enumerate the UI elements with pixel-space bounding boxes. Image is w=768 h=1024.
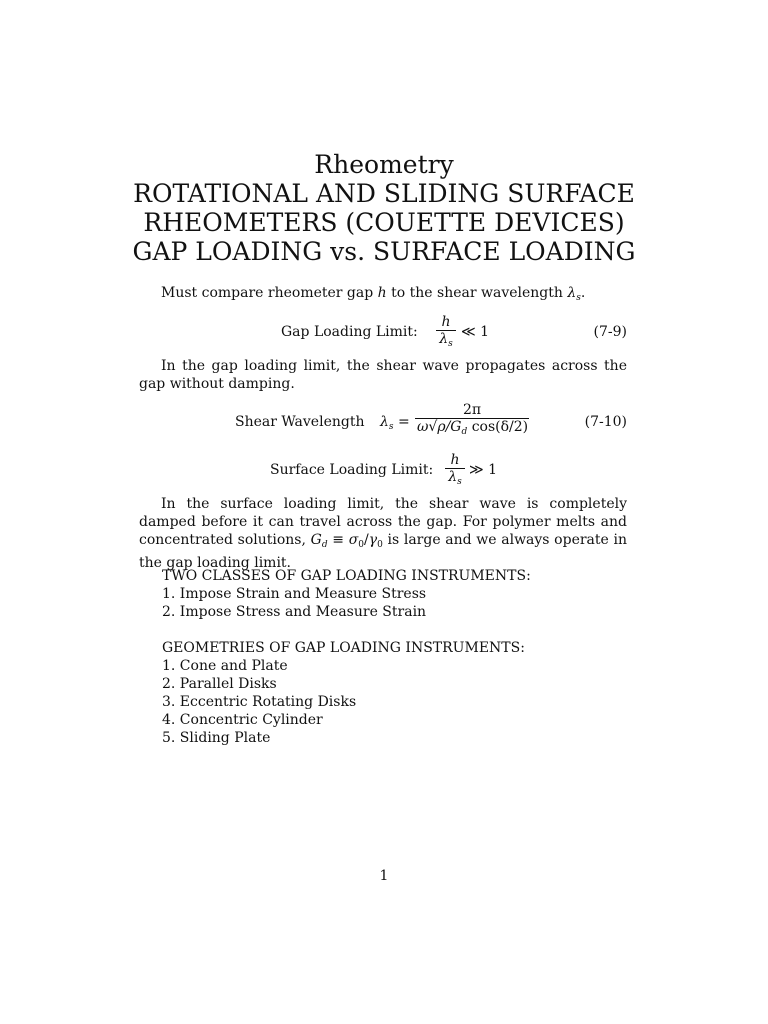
sigma-symbol: σ <box>348 532 359 548</box>
equation-label: Shear Wavelength <box>235 414 365 430</box>
fraction-denominator-subscript: s <box>457 477 462 487</box>
surface-text-2: is large and we always operate in the gap loading limit. <box>139 532 627 571</box>
list-item: 2. Parallel Disks <box>162 676 277 692</box>
lambda-subscript: s <box>576 293 581 303</box>
title-block <box>0 150 768 266</box>
gap-symbol: h <box>377 285 387 301</box>
sigma-subscript: 0 <box>358 540 364 550</box>
equation-relation: ≪ 1 <box>461 324 490 340</box>
equation-surface-loading <box>139 452 627 492</box>
lambda-subscript: s <box>388 422 394 432</box>
classes-heading: TWO CLASSES OF GAP LOADING INSTRUMENTS: <box>162 568 531 584</box>
title-line-4: GAP LOADING vs. SURFACE LOADING <box>132 237 636 266</box>
lambda-symbol: λ <box>380 414 389 430</box>
fraction-denominator-subscript: s <box>448 339 453 349</box>
gap-loading-paragraph: In the gap loading limit, the shear wave propagates across the gap without damping. <box>139 358 627 392</box>
page-number: 1 <box>379 868 389 884</box>
classes-list <box>162 567 531 621</box>
equation-number: (7-9) <box>593 324 627 340</box>
fraction-h-over-lambda <box>436 314 456 349</box>
sqrt-content-subscript: d <box>461 427 468 437</box>
intro-text-3: . <box>580 285 586 301</box>
intro-paragraph <box>139 284 627 307</box>
list-item: 5. Sliding Plate <box>162 730 271 746</box>
equiv-sign: ≡ <box>327 532 349 548</box>
equation-relation: ≫ 1 <box>469 462 498 478</box>
fraction-h-over-lambda <box>445 452 465 487</box>
lambda-symbol: λ <box>567 285 577 301</box>
surface-text-1: In the surface loading limit, the shear wave is completely damped before it can travel across the gap. For polymer melts and concentrated solutions, <box>139 496 627 548</box>
list-item: 1. Impose Strain and Measure Stress <box>162 586 427 602</box>
g-subscript: d <box>321 540 328 550</box>
g-symbol: G <box>310 532 322 548</box>
cos-term: cos(δ/2) <box>471 419 529 435</box>
gamma-symbol: γ <box>368 532 378 548</box>
fraction-denominator: λ <box>448 469 458 485</box>
list-item: 3. Eccentric Rotating Disks <box>162 694 357 710</box>
title-line-1: Rheometry <box>314 150 454 179</box>
geometries-heading: GEOMETRIES OF GAP LOADING INSTRUMENTS: <box>162 640 525 656</box>
fraction-shear-wavelength <box>415 402 529 437</box>
title-line-3: RHEOMETERS (COUETTE DEVICES) <box>143 208 625 237</box>
list-item: 2. Impose Stress and Measure Strain <box>162 604 427 620</box>
slash: / <box>363 532 369 548</box>
surface-loading-paragraph <box>139 495 627 572</box>
equals-sign: = <box>397 414 410 430</box>
gamma-subscript: 0 <box>377 540 383 550</box>
equation-label: Gap Loading Limit: <box>281 324 418 340</box>
fraction-numerator: h <box>450 452 460 468</box>
intro-text-2: to the shear wavelength <box>386 285 568 301</box>
equation-label: Surface Loading Limit: <box>270 462 434 478</box>
sqrt-icon: √ <box>428 419 438 435</box>
equation-gap-loading <box>139 314 627 354</box>
fraction-numerator: h <box>441 314 451 330</box>
equation-number: (7-10) <box>584 414 627 430</box>
intro-text-1: Must compare rheometer gap <box>161 285 378 301</box>
title-line-2: ROTATIONAL AND SLIDING SURFACE <box>133 179 635 208</box>
geometries-list <box>162 639 525 747</box>
fraction-numerator: 2π <box>462 402 482 418</box>
fraction-denominator: λ <box>439 331 449 347</box>
list-item: 1. Cone and Plate <box>162 658 288 674</box>
equation-shear-wavelength <box>139 402 627 446</box>
sqrt-content: ρ/G <box>437 419 462 435</box>
omega-symbol: ω <box>417 419 429 435</box>
list-item: 4. Concentric Cylinder <box>162 712 323 728</box>
